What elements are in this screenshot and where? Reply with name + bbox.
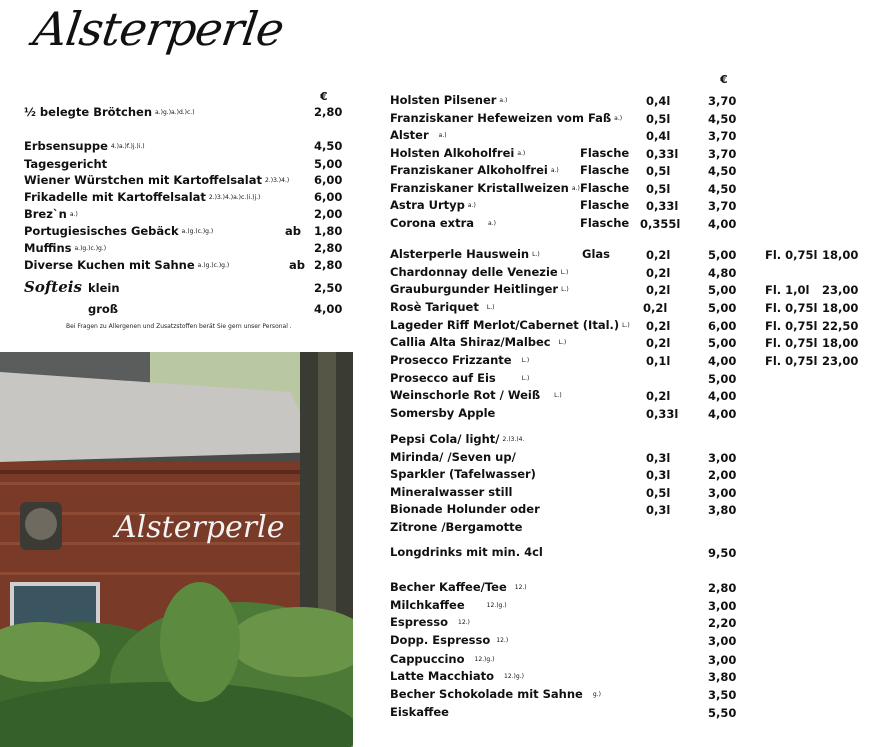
bottle-label: Fl. 1,0l — [765, 283, 810, 297]
drink-container: Flasche — [580, 163, 630, 177]
drink-qty: 0,2l — [643, 301, 668, 315]
price-prefix: ab — [285, 224, 301, 238]
food-price: 2,50 — [314, 281, 343, 295]
price-prefix: ab — [289, 258, 305, 272]
drink-price: 3,50 — [708, 688, 737, 702]
food-item: Wiener Würstchen mit Kartoffelsalat 2.)3.)4.) — [24, 173, 290, 187]
drink-qty: 0,5l — [646, 182, 671, 196]
drink-container: Flasche — [580, 181, 630, 195]
drink-price: 3,00 — [708, 634, 737, 648]
drink-price: 3,70 — [708, 199, 737, 213]
food-item: Muffins a.)g.)c.)g.) — [24, 241, 107, 255]
drink-qty: 0,33l — [646, 199, 679, 213]
drink-price: 3,70 — [708, 147, 737, 161]
bottle-price: 18,00 — [822, 248, 859, 262]
drink-qty: 0,2l — [646, 248, 671, 262]
food-price: 2,80 — [314, 258, 343, 272]
drink-qty: 0,5l — [646, 112, 671, 126]
drink-price: 3,70 — [708, 129, 737, 143]
drink-price: 5,00 — [708, 248, 737, 262]
drink-item: Lageder Riff Merlot/Cabernet (Ital.) L.) — [390, 318, 630, 332]
euro-header-drinks: € — [720, 73, 728, 86]
drink-price: 3,80 — [708, 670, 737, 684]
drink-item: Espresso 12.) — [390, 615, 470, 629]
drink-qty: 0,4l — [646, 94, 671, 108]
drink-container: Flasche — [580, 198, 630, 212]
drink-price: 4,00 — [708, 217, 737, 231]
drink-price: 2,80 — [708, 581, 737, 595]
drink-qty: 0,2l — [646, 319, 671, 333]
drink-price: 3,00 — [708, 599, 737, 613]
drink-qty: 0,355l — [640, 217, 681, 231]
drink-qty: 0,5l — [646, 486, 671, 500]
drink-qty: 0,2l — [646, 336, 671, 350]
drink-qty: 0,2l — [646, 389, 671, 403]
drink-qty: 0,2l — [646, 283, 671, 297]
bottle-price: 22,50 — [822, 319, 859, 333]
drink-item: Franziskaner Alkoholfrei a.) — [390, 163, 559, 177]
drink-price: 5,00 — [708, 372, 737, 386]
drink-item: Holsten Pilsener a.) — [390, 93, 508, 107]
drink-item: Cappuccino 12.)g.) — [390, 652, 495, 666]
restaurant-logo: Alsterperle — [30, 2, 287, 56]
drink-item: Zitrone /Bergamotte — [390, 520, 523, 534]
food-price: 6,00 — [314, 190, 343, 204]
drink-item: Holsten Alkoholfrei a.) — [390, 146, 526, 160]
bottle-label: Fl. 0,75l — [765, 248, 818, 262]
bottle-price: 18,00 — [822, 336, 859, 350]
food-item: Diverse Kuchen mit Sahne a.)g.)c.)g.) — [24, 258, 230, 272]
drink-item: Alster a.) — [390, 128, 447, 142]
drink-price: 3,00 — [708, 653, 737, 667]
drink-item: Sparkler (Tafelwasser) — [390, 467, 536, 481]
food-price: 4,00 — [314, 302, 343, 316]
drink-item: Callia Alta Shiraz/Malbec L.) — [390, 335, 567, 349]
drink-item: Pepsi Cola/ light/ 2.)3.)4. — [390, 432, 525, 446]
drink-qty: 0,3l — [646, 468, 671, 482]
food-item: Tagesgericht — [24, 157, 108, 171]
drink-item: Prosecco auf Eis L.) — [390, 371, 530, 385]
food-price: 4,50 — [314, 139, 343, 153]
food-item: Softeis — [24, 278, 82, 296]
drink-item: Corona extra a.) — [390, 216, 496, 230]
food-item: Erbsensuppe 4.)a.)f.)j.)i.) — [24, 139, 145, 153]
allergy-note: Bei Fragen zu Allergenen und Zusatzstoffen berät Sie gern unser Personal . — [66, 323, 292, 330]
bottle-price: 23,00 — [822, 354, 859, 368]
drink-price: 4,50 — [708, 164, 737, 178]
drink-item: Eiskaffee — [390, 705, 449, 719]
food-price: 5,00 — [314, 157, 343, 171]
drink-qty: 0,5l — [646, 164, 671, 178]
drink-item: Dopp. Espresso 12.) — [390, 633, 509, 647]
drink-item: Somersby Apple — [390, 406, 496, 420]
drink-price: 4,50 — [708, 112, 737, 126]
food-price: 2,80 — [314, 105, 343, 119]
food-item: Brez`n a.) — [24, 207, 78, 221]
drink-price: 4,00 — [708, 354, 737, 368]
drink-price: 4,80 — [708, 266, 737, 280]
bottle-label: Fl. 0,75l — [765, 336, 818, 350]
drink-item: Rosè Tariquet L.) — [390, 300, 495, 314]
bottle-label: Fl. 0,75l — [765, 301, 818, 315]
drink-item: Mirinda/ /Seven up/ — [390, 450, 516, 464]
food-price: 1,80 — [314, 224, 343, 238]
drink-price: 5,50 — [708, 706, 737, 720]
drink-price: 5,00 — [708, 336, 737, 350]
food-item: Portugiesisches Gebäck a.)g.)c.)g.) — [24, 224, 214, 238]
drink-item: Becher Kaffee/Tee 12.) — [390, 580, 527, 594]
restaurant-photo — [0, 352, 353, 747]
bottle-label: Fl. 0,75l — [765, 354, 818, 368]
size-label: groß — [88, 302, 119, 316]
bottle-price: 18,00 — [822, 301, 859, 315]
drink-item: Bionade Holunder oder — [390, 502, 540, 516]
drink-price: 6,00 — [708, 319, 737, 333]
drink-price: 4,00 — [708, 407, 737, 421]
drink-price: 3,80 — [708, 503, 737, 517]
drink-item: Weinschorle Rot / Weiß L.) — [390, 388, 562, 402]
drink-qty: 0,33l — [646, 147, 679, 161]
drink-qty: 0,2l — [646, 266, 671, 280]
food-price: 2,80 — [314, 241, 343, 255]
size-label: klein — [88, 281, 120, 295]
drink-container: Flasche — [580, 216, 630, 230]
drink-qty: 0,33l — [646, 407, 679, 421]
drink-item: Astra Urtyp a.) — [390, 198, 476, 212]
food-price: 6,00 — [314, 173, 343, 187]
drink-item: Grauburgunder Heitlinger L.) — [390, 282, 569, 296]
drink-price: 4,00 — [708, 389, 737, 403]
drink-price: 9,50 — [708, 546, 737, 560]
photo-illustration — [0, 352, 353, 747]
bottle-price: 23,00 — [822, 283, 859, 297]
drink-item: Latte Macchiato 12.)g.) — [390, 669, 524, 683]
drink-qty: 0,1l — [646, 354, 671, 368]
drink-container: Flasche — [580, 146, 630, 160]
drink-price: 4,50 — [708, 182, 737, 196]
drink-item: Franziskaner Hefeweizen vom Faß a.) — [390, 111, 623, 125]
drink-price: 3,00 — [708, 486, 737, 500]
food-price: 2,00 — [314, 207, 343, 221]
sign-text: Alsterperle — [115, 510, 285, 545]
drink-price: 3,00 — [708, 451, 737, 465]
drink-item: Prosecco Frizzante L.) — [390, 353, 530, 367]
drink-item: Longdrinks mit min. 4cl — [390, 545, 543, 559]
drink-item: Alsterperle Hauswein L.) — [390, 247, 540, 261]
drink-price: 5,00 — [708, 301, 737, 315]
bottle-label: Fl. 0,75l — [765, 319, 818, 333]
drink-price: 2,00 — [708, 468, 737, 482]
drink-item: Becher Schokolade mit Sahne g.) — [390, 687, 601, 701]
drink-price: 3,70 — [708, 94, 737, 108]
drink-price: 2,20 — [708, 616, 737, 630]
drink-item: Chardonnay delle Venezie L.) — [390, 265, 569, 279]
euro-header-food: € — [320, 90, 328, 103]
drink-item: Milchkaffee 12.)g.) — [390, 598, 507, 612]
drink-item: Mineralwasser still — [390, 485, 513, 499]
food-item: Frikadelle mit Kartoffelsalat 2.)3.)4.)a.)c.)i.)j.) — [24, 190, 261, 204]
drink-item: Franziskaner Kristallweizen a.) — [390, 181, 580, 195]
drink-qty: 0,4l — [646, 129, 671, 143]
drink-price: 5,00 — [708, 283, 737, 297]
drink-container: Glas — [582, 247, 610, 261]
food-item: ½ belegte Brötchen a.)g.)a.)d.)c.) — [24, 105, 195, 119]
drink-qty: 0,3l — [646, 451, 671, 465]
drink-qty: 0,3l — [646, 503, 671, 517]
